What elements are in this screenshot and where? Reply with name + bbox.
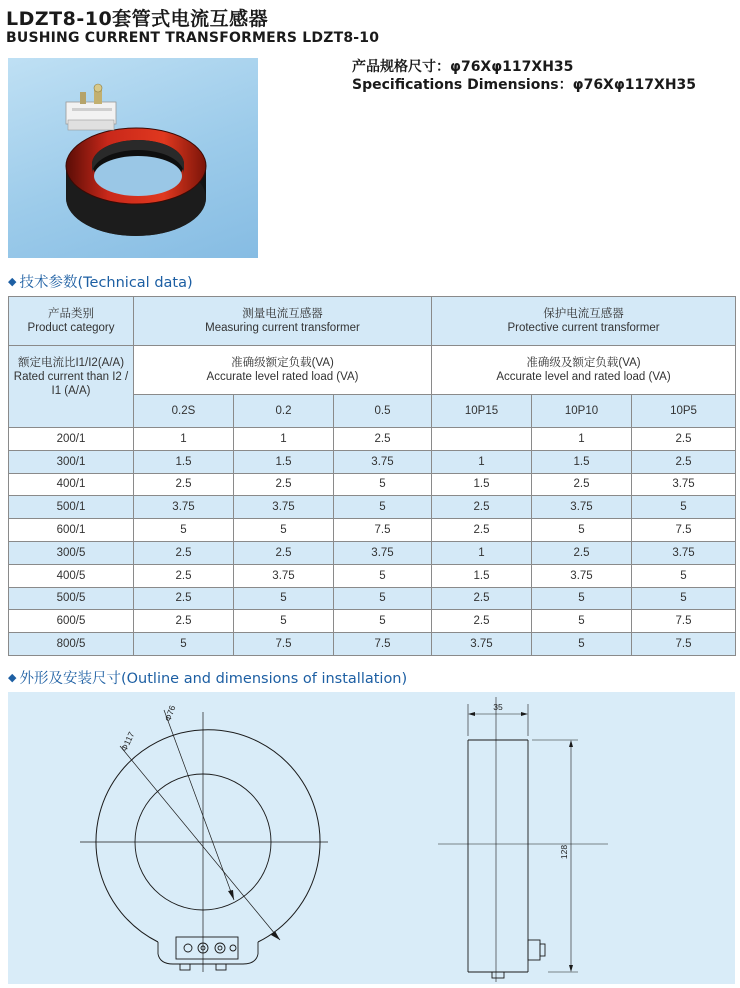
value-cell: 5 [532, 587, 632, 610]
value-cell: 1 [134, 428, 234, 451]
value-cell: 3.75 [632, 473, 736, 496]
ratio-cn: 额定电流比I1/I2(A/A) [17, 357, 125, 369]
page-title: LDZT8-10套管式电流互感器 [6, 8, 269, 30]
class-cell: 10P15 [432, 395, 532, 428]
spec-cn-value: φ76Xφ117XH35 [450, 59, 574, 75]
value-cell: 5 [532, 610, 632, 633]
class-cell: 10P10 [532, 395, 632, 428]
meas-load-en: Accurate level rated load (VA) [206, 371, 359, 383]
page-subtitle: BUSHING CURRENT TRANSFORMERS LDZT8-10 [6, 30, 380, 46]
class-cell: 10P5 [632, 395, 736, 428]
value-cell: 1.5 [432, 564, 532, 587]
value-cell: 5 [134, 519, 234, 542]
table-row [9, 564, 736, 587]
value-cell: 5 [532, 633, 632, 656]
value-cell: 7.5 [632, 519, 736, 542]
ratio-en: Rated current than I2 / I1 (A/A) [13, 371, 129, 397]
protective-header [432, 297, 736, 346]
class-cell: 0.2 [234, 395, 334, 428]
table-header-row [9, 297, 736, 346]
value-cell: 5 [334, 564, 432, 587]
ratio-cell: 300/1 [9, 450, 134, 473]
value-cell: 2.5 [632, 450, 736, 473]
value-cell: 2.5 [134, 587, 234, 610]
value-cell: 5 [234, 519, 334, 542]
outline-drawing [8, 692, 735, 984]
height-dim-label: 128 [559, 844, 569, 860]
value-cell: 5 [532, 519, 632, 542]
value-cell: 5 [632, 496, 736, 519]
value-cell: 2.5 [432, 610, 532, 633]
value-cell: 2.5 [432, 587, 532, 610]
value-cell: 1.5 [134, 450, 234, 473]
product-photo [8, 58, 258, 258]
table-row [9, 428, 736, 451]
value-cell: 5 [334, 496, 432, 519]
category-header [9, 297, 134, 346]
meas-load-header [134, 346, 432, 395]
value-cell: 2.5 [134, 473, 234, 496]
value-cell: 3.75 [134, 496, 234, 519]
ratio-header [9, 346, 134, 428]
value-cell: 5 [234, 587, 334, 610]
value-cell: 1.5 [532, 450, 632, 473]
table-row [9, 610, 736, 633]
table-row [9, 587, 736, 610]
value-cell: 3.75 [334, 541, 432, 564]
value-cell: 7.5 [632, 610, 736, 633]
value-cell: 3.75 [334, 450, 432, 473]
section-technical-data [8, 271, 193, 292]
value-cell: 1 [532, 428, 632, 451]
value-cell: 3.75 [632, 541, 736, 564]
value-cell: 3.75 [234, 496, 334, 519]
value-cell: 5 [632, 564, 736, 587]
category-cn: 产品类别 [48, 308, 94, 320]
spec-cn-label: 产品规格尺寸： [352, 59, 450, 75]
value-cell: 7.5 [234, 633, 334, 656]
ratio-cell: 600/1 [9, 519, 134, 542]
meas-load-cn: 准确级额定负载(VA) [231, 357, 334, 369]
class-cell: 0.2S [134, 395, 234, 428]
table-row [9, 473, 736, 496]
outline-drawing-svg [8, 692, 735, 984]
inner-dia-label: Φ76 [162, 703, 178, 723]
section-technical-title: 技术参数(Technical data) [19, 275, 193, 291]
width-dim-label: 35 [493, 702, 503, 712]
value-cell: 2.5 [234, 473, 334, 496]
class-cell: 0.5 [334, 395, 432, 428]
category-en: Product category [27, 322, 115, 334]
value-cell: 2.5 [432, 519, 532, 542]
table-load-row [9, 346, 736, 395]
side-view [438, 697, 608, 982]
value-cell: 1 [432, 450, 532, 473]
spec-en-line [352, 76, 696, 94]
value-cell: 5 [334, 587, 432, 610]
value-cell: 2.5 [632, 428, 736, 451]
ratio-cell: 800/5 [9, 633, 134, 656]
diamond-bullet-icon: ◆ [8, 671, 17, 684]
value-cell: 1 [234, 428, 334, 451]
value-cell: 2.5 [532, 473, 632, 496]
value-cell: 5 [234, 610, 334, 633]
ratio-cell: 400/1 [9, 473, 134, 496]
spec-en-value: φ76Xφ117XH35 [572, 77, 697, 93]
value-cell: 2.5 [134, 541, 234, 564]
spec-en-label: Specifications Dimensions： [352, 77, 573, 93]
value-cell: 2.5 [134, 610, 234, 633]
value-cell: 1.5 [432, 473, 532, 496]
value-cell: 7.5 [632, 633, 736, 656]
ratio-cell: 400/5 [9, 564, 134, 587]
technical-data-table [8, 296, 736, 656]
ratio-cell: 300/5 [9, 541, 134, 564]
section-outline-title: 外形及安装尺寸(Outline and dimensions of installation) [19, 671, 408, 687]
measuring-header [134, 297, 432, 346]
table-row [9, 496, 736, 519]
prot-load-en: Accurate level and rated load (VA) [496, 371, 671, 383]
value-cell: 5 [334, 610, 432, 633]
outer-dia-label: Φ117 [118, 730, 137, 753]
prot-load-cn: 准确级及额定负载(VA) [526, 357, 641, 369]
value-cell: 2.5 [532, 541, 632, 564]
protective-cn: 保护电流互感器 [543, 308, 624, 320]
measuring-en: Measuring current transformer [205, 322, 360, 334]
section-outline [8, 667, 407, 688]
value-cell: 2.5 [134, 564, 234, 587]
transformer-photo-illustration [8, 58, 258, 258]
value-cell: 5 [334, 473, 432, 496]
measuring-cn: 测量电流互感器 [242, 308, 323, 320]
value-cell: 7.5 [334, 519, 432, 542]
table-row [9, 450, 736, 473]
value-cell: 2.5 [334, 428, 432, 451]
ratio-cell: 500/1 [9, 496, 134, 519]
value-cell [432, 428, 532, 451]
value-cell: 3.75 [532, 496, 632, 519]
front-view [80, 704, 328, 972]
diamond-bullet-icon: ◆ [8, 275, 17, 288]
value-cell: 5 [632, 587, 736, 610]
value-cell: 5 [134, 633, 234, 656]
value-cell: 1 [432, 541, 532, 564]
value-cell: 3.75 [532, 564, 632, 587]
ratio-cell: 500/5 [9, 587, 134, 610]
table-row [9, 633, 736, 656]
table-row [9, 541, 736, 564]
value-cell: 2.5 [432, 496, 532, 519]
specifications [352, 58, 696, 94]
spec-cn-line [352, 58, 696, 76]
value-cell: 3.75 [234, 564, 334, 587]
protective-en: Protective current transformer [507, 322, 660, 334]
prot-load-header [432, 346, 736, 395]
ratio-cell: 600/5 [9, 610, 134, 633]
value-cell: 3.75 [432, 633, 532, 656]
value-cell: 1.5 [234, 450, 334, 473]
table-row [9, 519, 736, 542]
value-cell: 2.5 [234, 541, 334, 564]
value-cell: 7.5 [334, 633, 432, 656]
ratio-cell: 200/1 [9, 428, 134, 451]
